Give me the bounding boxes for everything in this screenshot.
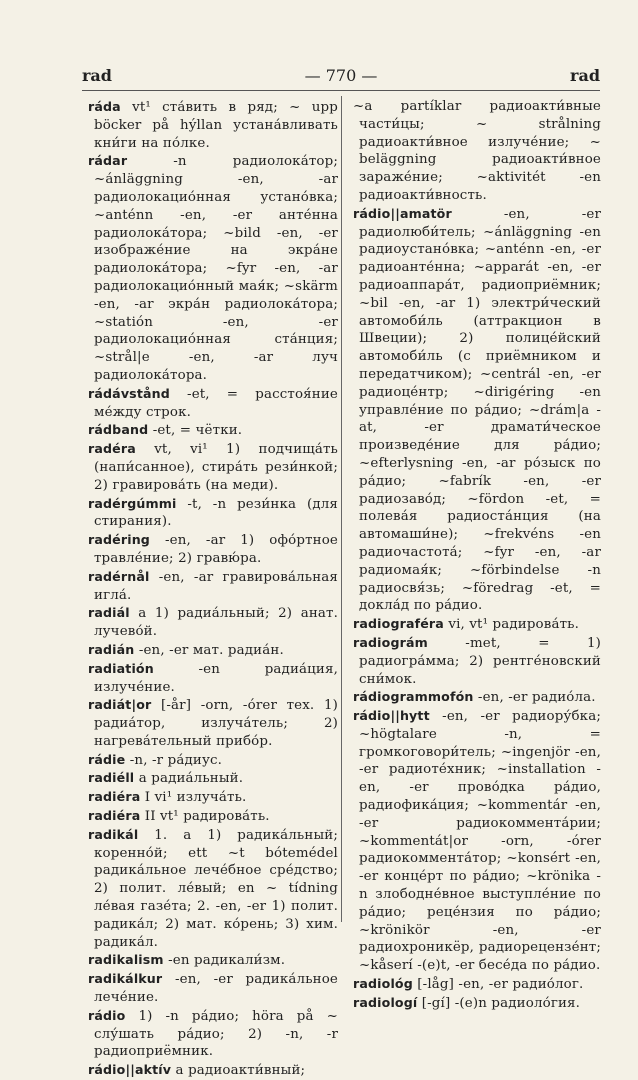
entry-definition: -n радиолока́тор; ~ánläggning -en, -ar радиолокацио́нная устано́вка; ~anténn -en, -er анте́нна радиолока́тора; ~bild -en, -er изображе́ние на экра́не радиолока́тора; ~fyr -en, -ar радиолокацио́нный мая́к; ~skärm -en, -ar экра́н радиолока́тора; ~statión -en, -er радиолокацио́нная ста́нция; ~strål|e -en, -ar луч радиолока́тора. (94, 154, 338, 383)
dictionary-entry (345, 975, 601, 994)
dictionary-entry (80, 826, 338, 952)
header-rule (82, 90, 600, 91)
entry-headword: radiologí (353, 994, 418, 1010)
entry-definition: [-år] -orn, -órer тех. 1) радиа́тор, излуча́тель; 2) нагрева́тельный прибо́р. (94, 698, 338, 749)
dictionary-entry (80, 604, 338, 641)
dictionary-entry (80, 951, 338, 970)
entry-definition: ~a partíklar радиоакти́вные части́цы; ~ strålning радиоакти́вное излуче́ние; ~ beläggning радиоакти́вное зараже́ние; ~aktivitét -en радиоакти́вность. (353, 99, 601, 203)
entry-headword: rádio||aktív (88, 1062, 172, 1078)
entry-definition: -t, -n рези́нка (для стирания). (94, 496, 338, 530)
dictionary-entry (345, 707, 601, 975)
entry-definition: -en радикали́зм. (163, 953, 286, 969)
dictionary-entry (80, 807, 338, 826)
dictionary-entry (80, 751, 338, 770)
entry-headword: rádie (88, 751, 126, 767)
dictionary-entry (80, 421, 338, 440)
entry-definition: a радиа́льный. (134, 771, 244, 787)
entry-headword: radiéra (88, 789, 141, 805)
dictionary-entry (345, 205, 601, 615)
entry-headword: radiatión (88, 660, 154, 676)
entry-definition: -en, -er радиолюби́тель; ~ánläggning -en радиоустано́вка; ~anténn -en, -er радиоанте́нна; ~apparát -en, -er радиоаппара́т, радиоприёмник; ~bil -en, -ar 1) электри́ческий автомоби́ль (аттракцион в Швеции); 2) полице́йский автомоби́ль (с приёмником и передатчиком); ~centrál -en, -er радиоце́нтр; ~dirigéring -en управле́ние по ра́дио; ~drám|a -at, -er драмати́ческое произведе́ние для ра́дио; ~efterlysning -en, -ar ро́зыск по ра́дио; ~fabrík -en, -er радиозаво́д; ~fördon -et, = полева́я радиоста́нция (на автомаши́не); ~frekvéns -en радиочастота́; ~fyr -en, -ar радиомая́к; ~förbindelse -n радиосвя́зь; ~föredrag -et, = докла́д по ра́дио. (359, 206, 601, 614)
entry-headword: rádband (88, 422, 149, 438)
entry-headword: radikálkur (88, 971, 163, 987)
dictionary-entry (80, 970, 338, 1007)
entry-headword: radiál (88, 605, 130, 621)
dictionary-entry (80, 568, 338, 605)
entry-headword: radikalism (88, 952, 164, 968)
dictionary-entry (345, 994, 601, 1013)
entry-definition: [-låg] -en, -er радио́лог. (412, 977, 584, 993)
entry-headword: radéring (88, 532, 150, 548)
entry-headword: rádio||hytt (353, 708, 430, 724)
entry-headword: ráda (88, 99, 121, 114)
entry-definition: -en, -ar гравирова́льная игла́. (94, 569, 338, 603)
dictionary-entry (80, 385, 338, 422)
page-number: — 770 — (304, 66, 378, 85)
entry-headword: rádiogrammofón (353, 689, 474, 705)
entry-headword: radiográm (353, 634, 428, 650)
entry-definition: -en, -ar 1) офо́ртное травле́ние; 2) гравю́ра. (94, 533, 338, 566)
entry-definition: -et, = чётки. (148, 423, 243, 439)
entry-headword: radián (88, 641, 135, 657)
dictionary-entry (345, 615, 601, 634)
entry-headword: radikál (88, 826, 139, 842)
entry-definition: -en, -er мат. радиа́н. (134, 642, 284, 658)
dictionary-entry (80, 531, 338, 568)
entry-definition: -n, -r ра́диус. (125, 752, 223, 768)
dictionary-entry (345, 98, 601, 205)
entry-headword: radérgúmmi (88, 495, 177, 511)
dictionary-entry (80, 1061, 338, 1080)
dictionary-entry (80, 660, 338, 697)
entry-headword: radéra (88, 441, 136, 457)
right-column (345, 98, 601, 1013)
column-divider (341, 96, 342, 922)
entry-definition: -en, -er радио́ла. (473, 690, 596, 706)
left-column (80, 98, 338, 1080)
entry-definition: [-gí] -(e)n радиоло́гия. (417, 995, 581, 1011)
entry-definition: 1) -n ра́дио; höra på ~ слу́шать ра́дио; 2) -n, -r радиоприёмник. (94, 1008, 338, 1060)
entry-headword: rádávstånd (88, 385, 170, 401)
entry-definition: vi, vt¹ радирова́ть. (443, 617, 579, 633)
page-header (82, 66, 600, 90)
entry-headword: radiológ (353, 976, 413, 992)
entry-definition: vt, vi¹ 1) подчища́ть (напи́санное), стира́ть рези́нкой; 2) гравирова́ть (на меди). (94, 442, 338, 493)
entry-headword: radiát|or (88, 697, 152, 713)
entry-definition: I vi¹ излуча́ть. (140, 790, 247, 806)
entry-definition: a 1) радиа́льный; 2) анат. лучево́й. (94, 606, 338, 640)
entry-headword: radiéll (88, 770, 135, 786)
entry-headword: rádio (88, 1007, 126, 1023)
dictionary-entry (80, 788, 338, 807)
dictionary-entry (345, 688, 601, 707)
entry-headword: rádio||amatör (353, 205, 452, 221)
entry-definition: a радиоакти́вный; (171, 1063, 306, 1079)
entry-definition: vt¹ ста́вить в ряд; ~ upp böcker på hýllan устана́вливать кни́ги на по́лке. (94, 100, 338, 151)
dictionary-entry (80, 641, 338, 660)
dictionary-entry (80, 495, 338, 532)
entry-definition: 1. a 1) радика́льный; коренно́й; ett ~t bótemédel радика́льное лече́бное сре́дство; 2) полит. ле́вый; en ~ tídning ле́вая газе́та; 2. -en, -er 1) полит. радика́л; 2) мат. ко́рень; 3) хим. радика́л. (94, 827, 338, 950)
entry-definition: -met, = 1) радиогра́мма; 2) рентге́новский сни́мок. (359, 635, 601, 687)
dictionary-entry (345, 634, 601, 688)
entry-headword: radiograféra (353, 616, 444, 632)
dictionary-entry (80, 152, 338, 384)
right-running-headword: rad (570, 66, 600, 85)
dictionary-entry (80, 696, 338, 750)
entry-definition: II vt¹ радирова́ть. (140, 809, 270, 825)
dictionary-entry (80, 440, 338, 494)
entry-definition: -en, -er радика́льное лече́ние. (94, 972, 338, 1006)
entry-headword: rádar (88, 153, 128, 169)
dictionary-entry (80, 1007, 338, 1061)
entry-definition: -en, -er радиору́бка; ~högtalare -n, = громкоговори́тель; ~ingenjör -en, -er радиоте́хник; ~installation -en, -er прово́дка ра́дио, радиофика́ция; ~kommentár -en, -er радиокоммента́рии; ~kommentát|or -orn, -órer радиокоммента́тор; ~konsért -en, -er конце́рт по ра́дио; ~krönika -n злободне́вное выступле́ние по ра́дио; реце́нзия по ра́дио; ~krönikör -en, -er радиохроникёр, радиорецензе́нт; ~kåserí -(e)t, -er бесе́да по ра́дио. (359, 709, 601, 974)
entry-headword: radiéra (88, 808, 141, 824)
dictionary-entry (80, 98, 338, 152)
entry-definition: -et, = расстоя́ние ме́жду строк. (94, 386, 338, 420)
left-running-headword: rad (82, 66, 112, 85)
entry-definition: -en радиа́ция, излуче́ние. (94, 661, 338, 695)
dictionary-entry (80, 769, 338, 788)
entry-headword: radérnål (88, 568, 150, 584)
